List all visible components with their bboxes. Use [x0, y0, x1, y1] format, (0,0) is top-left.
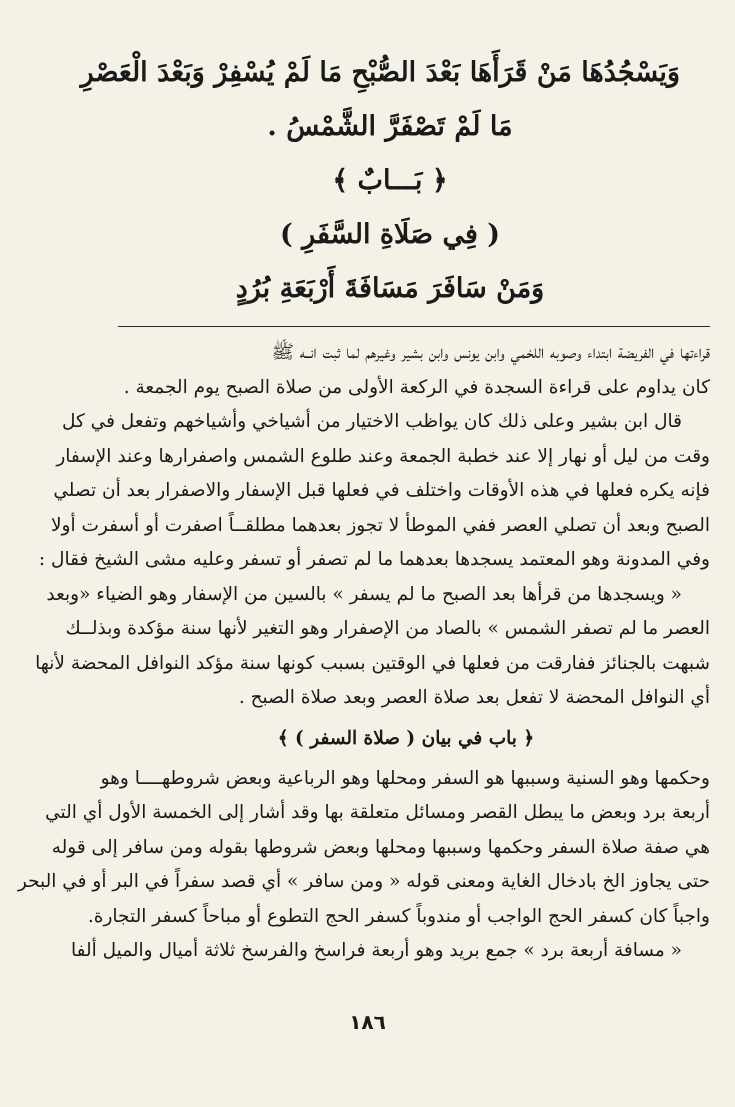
commentary-line: الصبح وبعد أن تصلي العصر ففي الموطأ لا تجوز بعدهما مطلقــاً اصفرت أو أسفرت أولا [50, 514, 710, 536]
commentary-line: حتى يجاوز الخ بادخال الغاية ومعنى قوله « ومن سافر » أي قصد سفراً في البر أو في البحر [17, 871, 710, 892]
commentary-line: « مسافة أربعة برد » جمع بريد وهو أربعة فراسخ والفرسخ ثلاثة أميال والميل ألفا [70, 940, 682, 961]
commentary-line: أربعة برد وبعض ما يبطل القصر ومسائل متعلقة بها وقد أشار إلى الخمسة الأول أي التي [45, 802, 710, 823]
bab-heading: ﴿ بَـــابٌ ﴾ [332, 165, 448, 196]
commentary-line: العصر ما لم تصفر الشمس » بالصاد من الإصفرار وهو التغير لأنها سنة مؤكدة وبذلــك [65, 618, 710, 639]
matn-text [80, 46, 680, 316]
commentary-line: وحكمها وهو السنية وسببها هو السفر ومحلها وهو الرباعية وبعض شروطهــــا وهو [100, 767, 710, 789]
commentary-line: « ويسجدها من قرأها بعد الصبح ما لم يسفر » بالسين من الإسفار وهو الضياء «وبعد [46, 583, 682, 605]
separator-rule [118, 326, 710, 327]
commentary-line: وقت من ليل أو نهار إلا عند خطبة الجمعة وعند طلوع الشمس واصفرارها وعند الإسفار [56, 445, 710, 467]
matn-line-1: وَيَسْجُدُهَا مَنْ قَرَأَهَا بَعْدَ الصُّبْحِ مَا لَمْ يُسْفِرْ وَبَعْدَ الْعَصْرِ [80, 57, 680, 88]
commentary-line: هي صفة صلاة السفر وحكمها وسببها ومحلها وبعض شروطها بقوله ومن سافر إلى قوله [51, 836, 710, 858]
commentary-line: فإنه يكره فعلها في هذه الأوقات واختلف في فعلها قبل الإسفار والاصفرار بعد أن تصلي [53, 480, 710, 501]
bab-title: ( فِي صَلَاةِ السَّفَرِ ) [279, 219, 501, 250]
commentary-line: شبهت بالجنائز ففارقت من فعلها في الوقتين بسبب كونها سنة مؤكد النوافل المحضة لأنها [35, 652, 710, 674]
page-number: ١٨٦ [349, 1010, 386, 1034]
commentary-line: أي النوافل المحضة لا تفعل بعد صلاة العصر وبعد صلاة الصبح . [238, 687, 710, 708]
section-heading: ﴿ باب في بيان ( صلاة السفر ) ﴾ [277, 727, 535, 749]
commentary-text [17, 336, 710, 969]
commentary-line: واجباً كان كسفر الحج الواجب أو مندوباً كسفر الحج التطوع أو مباحاً كسفر التجارة. [87, 905, 710, 927]
commentary-line: قراءتها في الفريضة ابتداء وصوبه اللخمي وابن يونس وابن بشير وغيرهم لما ثبت انــه ﷺ [271, 342, 710, 363]
matn-line-3: وَمَنْ سَافَرَ مَسَافَةَ أَرْبَعَةِ بُرُدٍ [235, 273, 545, 304]
commentary-line: وفي المدونة وهو المعتمد يسجدها بعدهما ما لم تصفر أو تسفر وعليه مشى الشيخ فقال : [38, 549, 710, 570]
commentary-line: قال ابن بشير وعلى ذلك كان يواظب الاختيار من أشياخي وأشياخهم وتفعل في كل [61, 411, 682, 432]
commentary-line: كان يداوم على قراءة السجدة في الركعة الأولى من صلاة الصبح يوم الجمعة . [123, 376, 710, 398]
matn-line-2: مَا لَمْ تَصْفَرَّ الشَّمْسُ . [267, 111, 513, 142]
